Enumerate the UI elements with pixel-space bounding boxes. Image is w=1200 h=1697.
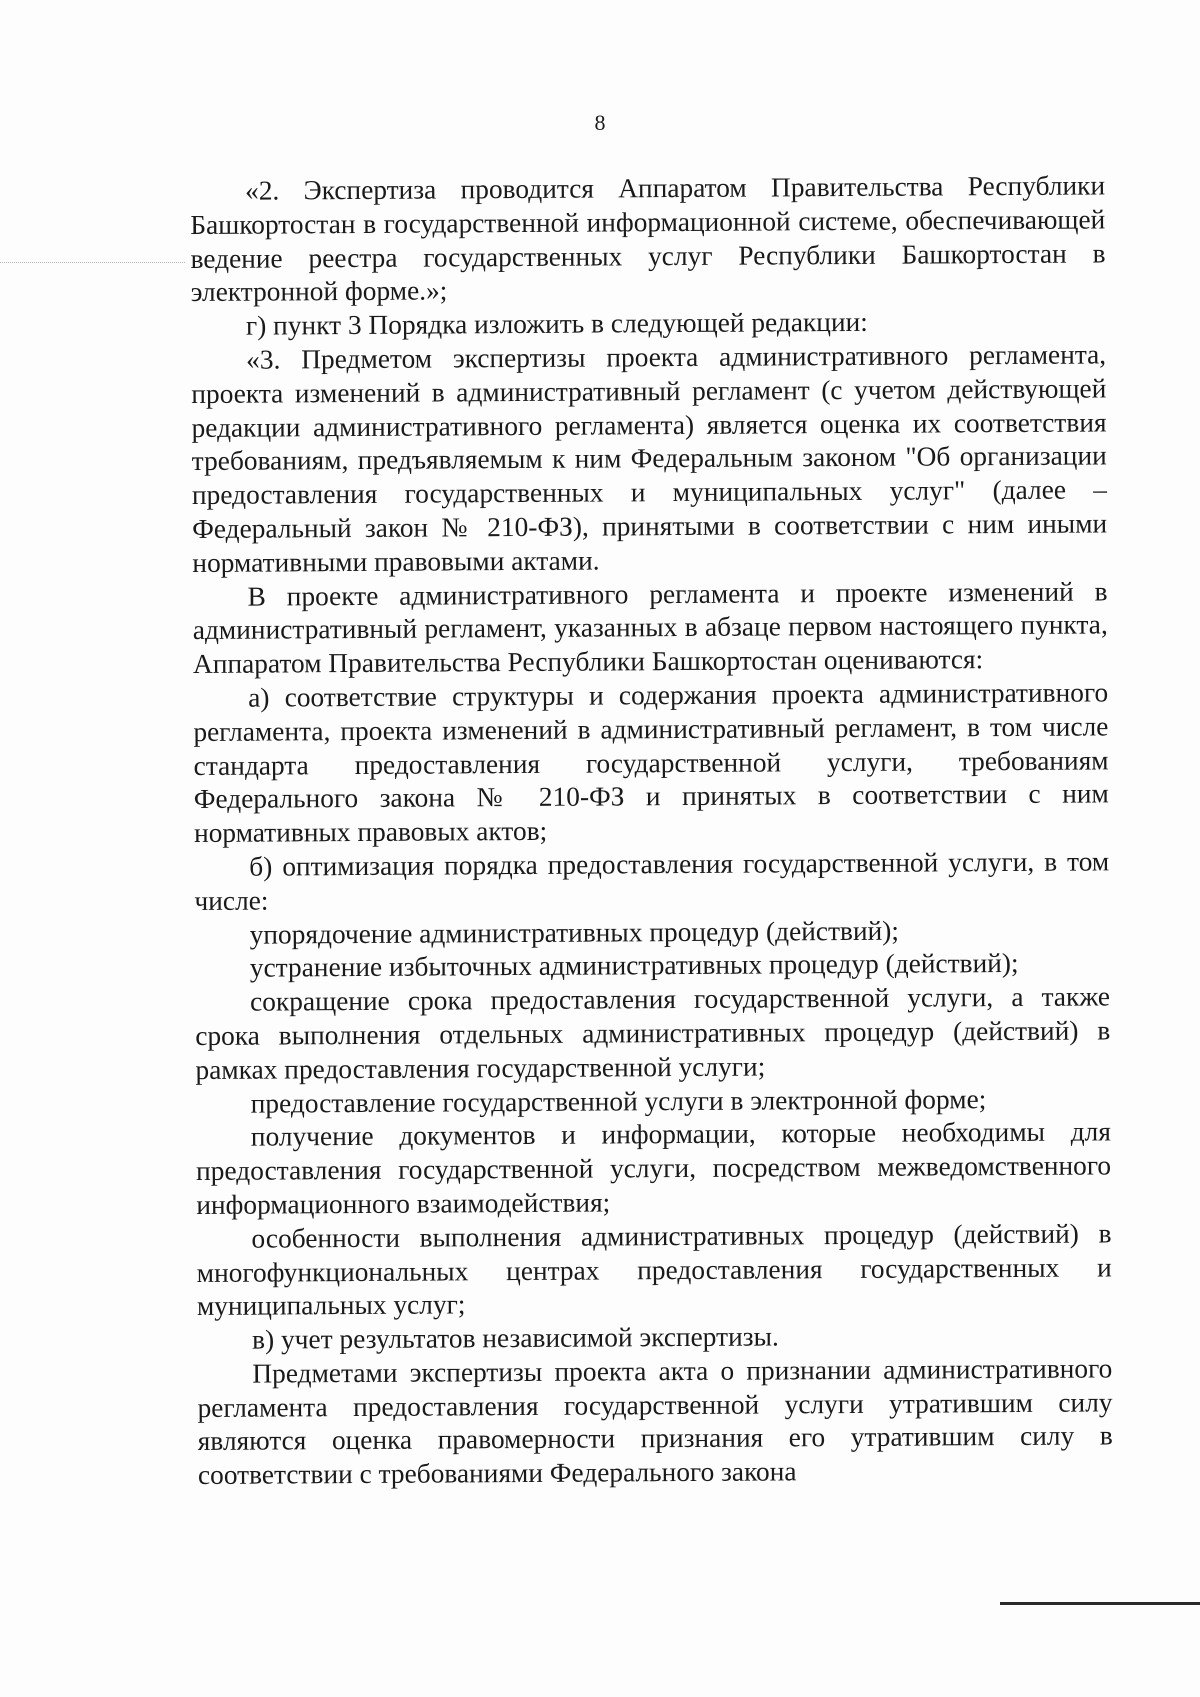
paragraph-item-v: в) учет результатов независимой экспертизы. — [252, 1321, 779, 1355]
paragraph-recognition-invalid: Предметами экспертизы проекта акта о признании административного регламента предоставления государственной услуги утратившим силу являются оценка правомерности признания его утратившим силу в соответствии с требованиями Федерального закона — [197, 1353, 1113, 1491]
paragraph-item-a: а) соответствие структуры и содержания проекта административного регламента, проекта изменений в административный регламент, в том числе стандарта предоставления государственной услуги, требованиям Федерального закона № 210-ФЗ и принятых в соответствии с ним нормативных правовых актов; — [193, 677, 1109, 849]
paragraph-mfc-features: особенности выполнения административных процедур (действий) в многофункциональных центрах предоставления государственных и муниципальных услуг; — [196, 1218, 1112, 1322]
paragraph-item-g: г) пункт 3 Порядка изложить в следующей редакции: — [245, 307, 868, 341]
paragraph-electronic-form: предоставление государственной услуги в электронной форме; — [250, 1083, 987, 1119]
margin-dotted-line — [0, 262, 185, 263]
paragraph-item-b: б) оптимизация порядка предоставления государственной услуги, в том числе: — [194, 846, 1110, 916]
paragraph-removing-excess-procedures: устранение избыточных административных процедур (действий); — [249, 948, 1019, 983]
document-body — [190, 169, 1113, 1493]
paragraph-reducing-terms: сокращение срока предоставления государственной услуги, а также срока выполнения отдельных административных процедур (действий) в рамках предоставления государственной услуги; — [195, 981, 1111, 1085]
bottom-edge-line — [1000, 1602, 1200, 1605]
paragraph-expertise-apparatus: «2. Экспертиза проводится Аппаратом Правительства Республики Башкортостан в государственной информационной системе, обеспечивающей ведение реестра государственных услуг Республики Башкортостан в электронной форме.»; — [190, 170, 1106, 308]
paragraph-ordering-procedures: упорядочение административных процедур (действий); — [249, 915, 900, 950]
paragraph-subject-of-expertise: «3. Предметом экспертизы проекта административного регламента, проекта изменений в административный регламент (с учетом действующей редакции административного регламента) является оценка их соответствия требованиям, предъявляемым к ним Федеральным законом "Об организации предоставления государственных и муниципальных услуг" (далее – Федеральный закон № 210-ФЗ), принятыми в соответствии с ним иными нормативными правовыми актами. — [191, 339, 1108, 578]
page-number: 8 — [594, 110, 606, 135]
paragraph-interagency-interaction: получение документов и информации, которые необходимы для предоставления государственной услуги, посредством межведомственного информационного взаимодействия; — [195, 1116, 1112, 1220]
paragraph-evaluated-aspects: В проекте административного регламента и проекте изменений в административный регламент, указанных в абзаце первом настоящего пункта, Аппаратом Правительства Республики Башкортостан оцениваются: — [192, 575, 1108, 680]
